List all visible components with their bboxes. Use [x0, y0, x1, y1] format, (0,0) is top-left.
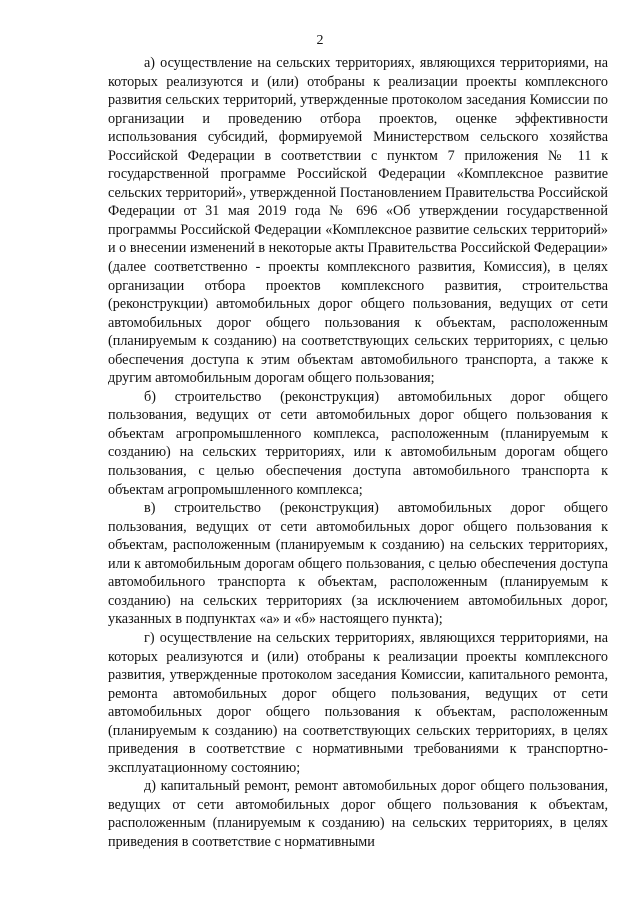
paragraph-v: в) строительство (реконструкция) автомобильных дорог общего пользования, ведущих от сети автомобильных дорог общего пользования к объектам, расположенным (планируемым к созданию) на сельских территориях, или к автомобильным дорогам общего пользования, с целью обеспечения доступа автомобильного транспорта к объектам, расположенным (планируемым к созданию) на сельских территориях (за исключением автомобильных дорог, указанных в подпунктах «а» и «б» настоящего пункта); — [108, 500, 608, 628]
paragraph-g: г) осуществление на сельских территориях, являющихся территориями, на которых реализуются и (или) отобраны к реализации проекты комплексного развития, утвержденные протоколом заседания Комиссии, капитального ремонта, ремонта автомобильных дорог общего пользования, ведущих от сети автомобильных дорог общего пользования к объектам, расположенным (планируемым к созданию) на соответствующих сельских территориях, в целях приведения в соответствие с нормативными требованиями к транспортно-эксплуатационному состоянию; — [108, 629, 608, 776]
paragraph-b: б) строительство (реконструкция) автомобильных дорог общего пользования, ведущих от сети автомобильных дорог общего пользования к объектам агропромышленного комплекса, расположенным (планируемым к созданию) на сельских территориях, или к автомобильным дорогам общего пользования, с целью обеспечения доступа автомобильного транспорта к объектам агропромышленного комплекса; — [108, 388, 608, 498]
paragraph-a: а) осуществление на сельских территориях, являющихся территориями, на которых реализуются и (или) отобраны к реализации проекты комплексного развития сельских территорий, утвержденные протоколом заседания Комиссии по организации и проведению отбора проектов, оценке эффективности использования субсидий, формируемой Министерством сельского хозяйства Российской Федерации в соответствии с пунктом 7 приложения № 11 к государственной программе Российской Федерации «Комплексное развитие сельских территорий», утвержденной Постановлением Правительства Российской Федерации от 31 мая 2019 года № 696 «Об утверждении государственной программы Российской Федерации «Комплексное развитие сельских территорий» и о внесении изменений в некоторые акты Правительства Российской Федерации» (далее соответственно - проекты комплексного развития, Комиссия), в целях организации отбора проектов комплексного развития, строительства (реконструкции) автомобильных дорог общего пользования, ведущих от сети автомобильных дорог общего пользования к объектам, расположенным (планируемым к созданию) на соответствующих сельских территориях, с целью обеспечения доступа к этим объектам автомобильного транспорта, а также к другим автомобильным дорогам общего пользования; — [108, 55, 608, 387]
paragraph-d: д) капитальный ремонт, ремонт автомобильных дорог общего пользования, ведущих от сети автомобильных дорог общего пользования к объектам, расположенным (планируемым к созданию) на сельских территориях, в целях приведения в соответствие с нормативными — [108, 778, 608, 850]
document-body — [108, 54, 608, 852]
page-number: 2 — [316, 33, 324, 48]
